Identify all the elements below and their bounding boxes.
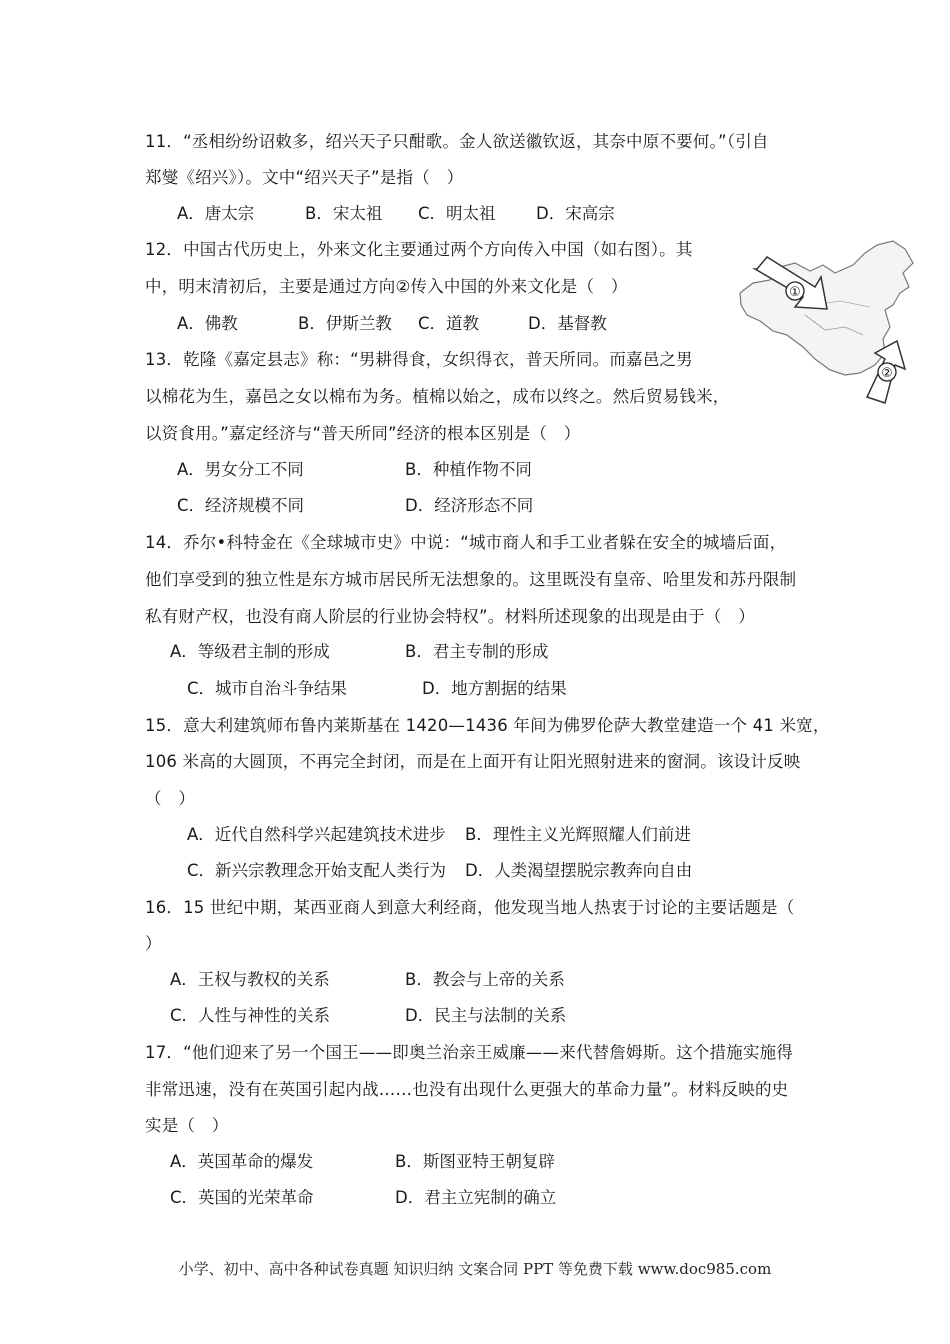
q13-option-c: C．经济规模不同 — [177, 496, 305, 515]
q14-option-c: C．城市自治斗争结果 — [187, 679, 348, 698]
q17-option-c: C．英国的光荣革命 — [170, 1188, 314, 1207]
arrow-2-label: ② — [881, 366, 893, 381]
q15-option-c: C．新兴宗教理念开始支配人类行为 — [187, 861, 447, 880]
q17-option-b: B．斯图亚特王朝复辟 — [395, 1152, 555, 1171]
q16-option-b: B．教会与上帝的关系 — [405, 970, 565, 989]
q16-line-2: ） — [145, 934, 162, 953]
q16-option-d: D．民主与法制的关系 — [405, 1006, 567, 1025]
q11-option-a: A．唐太宗 — [177, 204, 255, 223]
q14-option-d: D．地方割据的结果 — [422, 679, 567, 698]
q11-option-d: D．宋高宗 — [536, 204, 615, 223]
q14-option-b: B．君主专制的形成 — [405, 642, 549, 661]
q13-line-2: 以棉花为生，嘉邑之女以棉布为务。植棉以始之，成布以终之。然后贸易钱米， — [145, 387, 730, 406]
q12-line-2: 中，明末清初后，主要是通过方向②传入中国的外来文化是（ ） — [145, 277, 628, 296]
q15-option-d: D．人类渴望摆脱宗教奔向自由 — [465, 861, 693, 880]
q13-option-b: B．种植作物不同 — [405, 460, 532, 479]
q15-option-b: B．理性主义光辉照耀人们前进 — [465, 825, 691, 844]
q17-option-d: D．君主立宪制的确立 — [395, 1188, 557, 1207]
q11-line-2: 郑燮《绍兴》）。文中“绍兴天子”是指（ ） — [145, 168, 464, 187]
q17-line-1: 17．“他们迎来了另一个国王——即奥兰治亲王威廉——来代替詹姆斯。这个措施实施得 — [145, 1043, 794, 1062]
q16-option-a: A．王权与教权的关系 — [170, 970, 330, 989]
q14-option-a: A．等级君主制的形成 — [170, 642, 330, 661]
q16-option-c: C．人性与神性的关系 — [170, 1006, 331, 1025]
q14-line-2: 他们享受到的独立性是东方城市居民所无法想象的。这里既没有皇帝、哈里发和苏丹限制 — [145, 570, 797, 589]
q14-line-1: 14．乔尔•科特金在《全球城市史》中说：“城市商人和手工业者躲在安全的城墙后面， — [145, 533, 787, 552]
q17-line-3: 实是（ ） — [145, 1116, 229, 1135]
q13-option-a: A．男女分工不同 — [177, 460, 304, 479]
q15-line-3: （ ） — [145, 789, 196, 808]
page-footer: 小学、初中、高中各种试卷真题 知识归纳 文案合同 PPT 等免费下载 www.doc985.com — [178, 1260, 772, 1278]
q13-line-1: 13．乾隆《嘉定县志》称：“男耕得食，女织得衣，普天所同。而嘉邑之男 — [145, 350, 693, 369]
q11-option-b: B．宋太祖 — [305, 204, 383, 223]
q11-line-1: 11．“丞相纷纷诏敕多，绍兴天子只酣歌。金人欲送徽钦返，其奈中原不要何。”（引自 — [145, 132, 769, 151]
q15-option-a: A．近代自然科学兴起建筑技术进步 — [187, 825, 446, 844]
china-map-figure — [735, 235, 930, 410]
q12-option-a: A．佛教 — [177, 314, 238, 333]
q13-line-3: 以资食用。”嘉定经济与“普天所同”经济的根本区别是（ ） — [145, 424, 581, 443]
q16-line-1: 16．15 世纪中期，某西亚商人到意大利经商，他发现当地人热衷于讨论的主要话题是（ — [145, 898, 795, 917]
arrow-1-label: ① — [789, 285, 801, 300]
q12-option-c: C．道教 — [418, 314, 480, 333]
q15-line-2: 106 米高的大圆顶，不再完全封闭，而是在上面开有让阳光照射进来的窗洞。该设计反映 — [145, 752, 801, 771]
q11-option-c: C．明太祖 — [418, 204, 496, 223]
q17-line-2: 非常迅速，没有在英国引起内战……也没有出现什么更强大的革命力量”。材料反映的史 — [145, 1080, 789, 1099]
q12-option-b: B．伊斯兰教 — [298, 314, 392, 333]
q14-line-3: 私有财产权，也没有商人阶层的行业协会特权”。材料所述现象的出现是由于（ ） — [145, 607, 755, 626]
q12-option-d: D．基督教 — [528, 314, 607, 333]
q15-line-1: 15．意大利建筑师布鲁内莱斯基在 1420—1436 年间为佛罗伦萨大教堂建造一个 41 米宽， — [145, 716, 830, 735]
q12-line-1: 12．中国古代历史上，外来文化主要通过两个方向传入中国（如右图）。其 — [145, 240, 693, 259]
q17-option-a: A．英国革命的爆发 — [170, 1152, 314, 1171]
q13-option-d: D．经济形态不同 — [405, 496, 534, 515]
